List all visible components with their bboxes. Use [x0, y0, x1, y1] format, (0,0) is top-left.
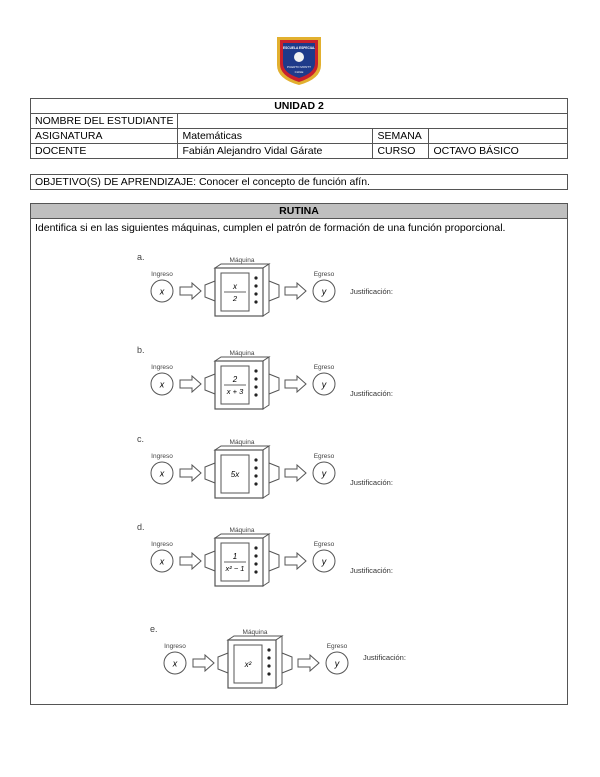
student-info-table: [30, 98, 568, 159]
input-label: Ingreso: [164, 643, 186, 650]
input-label: Ingreso: [151, 271, 173, 278]
function-machine-c: [135, 432, 435, 507]
arrow-right-icon: [285, 465, 306, 481]
week-field[interactable]: [429, 129, 568, 144]
machine-top: [215, 264, 269, 268]
arrow-right-icon: [180, 283, 201, 299]
item-letter: c.: [137, 434, 145, 444]
machine-top: [215, 446, 269, 450]
arrow-right-icon: [285, 283, 306, 299]
function-machine-e: [148, 622, 448, 697]
arrow-right-icon: [180, 465, 201, 481]
item-letter: b.: [137, 345, 145, 355]
justification-label: Justificación:: [350, 566, 393, 575]
machine-dot: [254, 393, 257, 396]
machine-side: [263, 357, 269, 409]
function-machine-d: [135, 520, 435, 595]
output-variable: y: [334, 658, 340, 669]
machine-label: Máquina: [229, 257, 255, 264]
machine-dot: [254, 377, 257, 380]
arrow-right-icon: [285, 376, 306, 392]
fraction-denominator: x + 3: [226, 387, 244, 396]
course-value: OCTAVO BÁSICO: [429, 144, 568, 159]
item-letter: a.: [137, 252, 145, 262]
arrow-right-icon: [180, 553, 201, 569]
machine-dot: [254, 369, 257, 372]
justification-label: Justificación:: [350, 478, 393, 487]
machine-label: Máquina: [242, 629, 268, 636]
input-variable: x: [159, 379, 165, 390]
student-name-field[interactable]: [178, 114, 568, 129]
machine-dot: [254, 466, 257, 469]
funnel-in-icon: [205, 281, 215, 301]
output-label: Egreso: [313, 271, 335, 278]
function-machine-b: [135, 343, 435, 418]
subject-value: Matemáticas: [178, 129, 373, 144]
school-logo: [273, 35, 325, 87]
arrow-right-icon: [298, 655, 319, 671]
output-label: Egreso: [313, 541, 335, 548]
function-machine-a: [135, 250, 435, 325]
fraction-denominator: x² − 1: [225, 564, 245, 573]
fraction-denominator: 2: [232, 294, 238, 303]
week-label: SEMANA: [373, 129, 429, 144]
output-variable: y: [321, 556, 327, 567]
machine-dot: [254, 546, 257, 549]
machine-side: [263, 446, 269, 498]
learning-objective: OBJETIVO(S) DE APRENDIZAJE: Conocer el concepto de función afín.: [30, 174, 568, 190]
machine-dot: [254, 300, 257, 303]
input-label: Ingreso: [151, 541, 173, 548]
funnel-in-icon: [205, 374, 215, 394]
machine-dot: [254, 385, 257, 388]
logo-line1: ESCUELA ESPECIAL: [283, 46, 315, 50]
unit-title: UNIDAD 2: [31, 99, 568, 114]
routine-instruction: Identifica si en las siguientes máquinas, cumplen el patrón de formación de una función proporcional.: [35, 222, 506, 234]
output-variable: y: [321, 379, 327, 390]
machine-dot: [254, 570, 257, 573]
funnel-in-icon: [205, 463, 215, 483]
machine-dot: [267, 648, 270, 651]
input-label: Ingreso: [151, 364, 173, 371]
fraction-numerator: x: [233, 282, 237, 291]
funnel-in-icon: [205, 551, 215, 571]
routine-title: RUTINA: [31, 204, 567, 219]
input-variable: x: [172, 658, 178, 669]
input-variable: x: [159, 286, 165, 297]
logo-line3: CHILE: [294, 70, 304, 74]
justification-label: Justificación:: [350, 389, 393, 398]
machine-label: Máquina: [229, 350, 255, 357]
logo-line2: PUERTO MONTT: [287, 65, 311, 69]
machine-dot: [254, 562, 257, 565]
machine-expression: 5x: [230, 470, 240, 479]
funnel-out-icon: [282, 653, 292, 673]
arrow-right-icon: [285, 553, 306, 569]
machine-label: Máquina: [229, 527, 255, 534]
machine-dot: [267, 656, 270, 659]
item-letter: e.: [150, 624, 158, 634]
funnel-out-icon: [269, 551, 279, 571]
output-label: Egreso: [313, 364, 335, 371]
funnel-out-icon: [269, 463, 279, 483]
machine-dot: [254, 458, 257, 461]
machine-dot: [254, 276, 257, 279]
input-variable: x: [159, 468, 165, 479]
output-variable: y: [321, 286, 327, 297]
machine-dot: [267, 672, 270, 675]
justification-label: Justificación:: [363, 653, 406, 662]
arrow-right-icon: [193, 655, 214, 671]
fraction-numerator: 2: [232, 375, 238, 384]
funnel-in-icon: [218, 653, 228, 673]
machine-dot: [267, 664, 270, 667]
justification-label: Justificación:: [350, 287, 393, 296]
fraction-numerator: 1: [232, 552, 238, 561]
input-variable: x: [159, 556, 165, 567]
machine-dot: [254, 284, 257, 287]
subject-label: ASIGNATURA: [31, 129, 178, 144]
output-label: Egreso: [326, 643, 348, 650]
item-letter: d.: [137, 522, 145, 532]
machine-label: Máquina: [229, 439, 255, 446]
output-label: Egreso: [313, 453, 335, 460]
arrow-right-icon: [180, 376, 201, 392]
machine-dot: [254, 474, 257, 477]
machine-side: [263, 264, 269, 316]
funnel-out-icon: [269, 374, 279, 394]
student-name-label: NOMBRE DEL ESTUDIANTE: [31, 114, 178, 129]
machine-side: [263, 534, 269, 586]
input-label: Ingreso: [151, 453, 173, 460]
machine-side: [276, 636, 282, 688]
machine-dot: [254, 554, 257, 557]
output-variable: y: [321, 468, 327, 479]
teacher-label: DOCENTE: [31, 144, 178, 159]
teacher-value: Fabián Alejandro Vidal Gárate: [178, 144, 373, 159]
machine-expression: x²: [244, 660, 252, 669]
funnel-out-icon: [269, 281, 279, 301]
machine-top: [215, 357, 269, 361]
course-label: CURSO: [373, 144, 429, 159]
machine-dot: [254, 482, 257, 485]
machine-dot: [254, 292, 257, 295]
